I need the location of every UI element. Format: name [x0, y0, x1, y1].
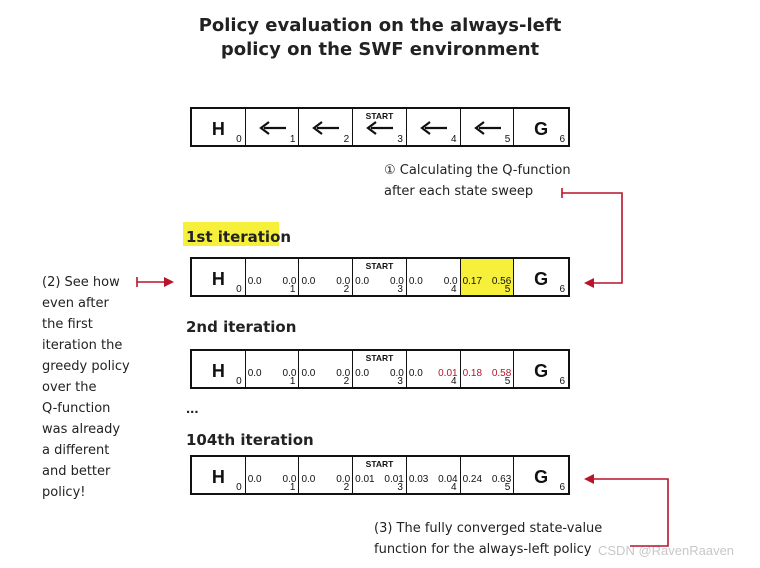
connector-note-1	[562, 193, 622, 283]
connector-note-3	[586, 479, 668, 546]
state-index: 3	[397, 376, 403, 387]
title-line-2: policy on the SWF environment	[220, 39, 540, 60]
connector-note-1-arrowhead	[584, 278, 594, 288]
watermark: CSDN @RavenRaaven	[598, 543, 735, 558]
q-value-right: 0.04	[438, 474, 458, 485]
note-2-line: a different	[42, 443, 110, 458]
q-value-left: 0.24	[462, 474, 483, 485]
q-value-left: 0.0	[247, 368, 262, 379]
state-index: 3	[397, 482, 403, 493]
q-value-right: 0.0	[336, 276, 351, 287]
q-value-left: 0.0	[301, 474, 316, 485]
iteration-label-3: 104th iteration	[186, 431, 314, 449]
terminal-state-label: H	[211, 269, 225, 289]
state-index: 0	[236, 482, 242, 493]
state-index: 0	[236, 284, 242, 295]
terminal-state-label: H	[211, 361, 225, 381]
q-value-left: 0.03	[408, 474, 429, 485]
state-index: 5	[504, 482, 511, 493]
q-value-right: 0.01	[438, 368, 458, 379]
q-value-left: 0.0	[247, 474, 262, 485]
q-value-left: 0.0	[408, 276, 423, 287]
note-1-line-1: ① Calculating the Q-function	[384, 163, 571, 178]
q-value-left: 0.0	[355, 368, 370, 379]
q-value-left: 0.01	[355, 474, 375, 485]
state-index: 6	[559, 134, 566, 145]
start-label: START	[365, 459, 394, 469]
q-value-left: 0.18	[462, 368, 483, 379]
q-value-left: 0.0	[355, 276, 370, 287]
note-3-line-1: (3) The fully converged state-value	[374, 521, 603, 536]
q-value-right: 0.01	[384, 474, 404, 485]
q-value-right: 0.0	[389, 276, 404, 287]
terminal-state-label: H	[211, 119, 225, 139]
note-3-line-2: function for the always-left policy	[374, 542, 592, 557]
state-index: 1	[289, 134, 296, 145]
state-index: 4	[451, 134, 457, 145]
terminal-state-label: G	[534, 467, 549, 487]
state-index: 6	[559, 482, 566, 493]
q-value-right: 0.0	[443, 276, 458, 287]
start-label: START	[365, 353, 394, 363]
state-index: 2	[343, 284, 350, 295]
note-2-line: policy!	[42, 485, 86, 500]
title-line-1: Policy evaluation on the always-left	[198, 15, 562, 36]
state-index: 2	[343, 134, 350, 145]
state-index: 1	[289, 284, 296, 295]
q-value-right: 0.0	[282, 474, 297, 485]
state-index: 5	[504, 134, 511, 145]
q-value-left: 0.0	[408, 368, 423, 379]
note-2-line: was already	[42, 422, 121, 437]
state-index: 0	[236, 376, 242, 387]
note-2-line: iteration the	[42, 338, 123, 353]
state-index: 0	[236, 134, 242, 145]
note-1-line-2: after each state sweep	[384, 184, 534, 199]
q-value-right: 0.0	[336, 474, 351, 485]
state-index: 1	[289, 376, 296, 387]
terminal-state-label: G	[534, 361, 549, 381]
q-value-right: 0.0	[282, 368, 297, 379]
start-label: START	[365, 261, 394, 271]
connector-note-3-arrowhead	[584, 474, 594, 484]
connector-note-2-arrowhead	[164, 277, 174, 287]
note-2-line: the first	[42, 317, 93, 332]
terminal-state-label: H	[211, 467, 225, 487]
iteration-label-2: 2nd iteration	[186, 318, 297, 336]
state-index: 2	[343, 482, 350, 493]
q-value-right: 0.63	[491, 474, 512, 485]
terminal-state-label: G	[534, 269, 549, 289]
q-value-left: 0.17	[462, 276, 483, 287]
state-index: 5	[504, 284, 511, 295]
ellipsis: ...	[186, 400, 199, 417]
state-index: 6	[559, 284, 566, 295]
state-index: 5	[504, 376, 511, 387]
state-index: 4	[451, 284, 457, 295]
q-value-left: 0.0	[301, 276, 316, 287]
state-index: 6	[559, 376, 566, 387]
note-2-line: greedy policy	[42, 359, 130, 374]
terminal-state-label: G	[534, 119, 549, 139]
state-index: 2	[343, 376, 350, 387]
start-label: START	[365, 111, 394, 121]
iteration-label-1: 1st iteration	[186, 228, 292, 246]
note-2-line: over the	[42, 380, 97, 395]
note-2-line: Q-function	[42, 401, 111, 416]
state-index: 3	[397, 284, 403, 295]
q-value-left: 0.0	[247, 276, 262, 287]
q-value-left: 0.0	[301, 368, 316, 379]
q-value-right: 0.0	[282, 276, 297, 287]
state-index: 4	[451, 482, 457, 493]
q-value-right: 0.0	[389, 368, 404, 379]
q-value-right: 0.56	[491, 276, 512, 287]
note-2-line: (2) See how	[42, 275, 120, 290]
state-index: 4	[451, 376, 457, 387]
state-index: 3	[397, 134, 403, 145]
q-value-right: 0.0	[336, 368, 351, 379]
note-2-line: even after	[42, 296, 109, 311]
q-value-right: 0.58	[491, 368, 512, 379]
note-2-line: and better	[42, 464, 111, 479]
state-index: 1	[289, 482, 296, 493]
